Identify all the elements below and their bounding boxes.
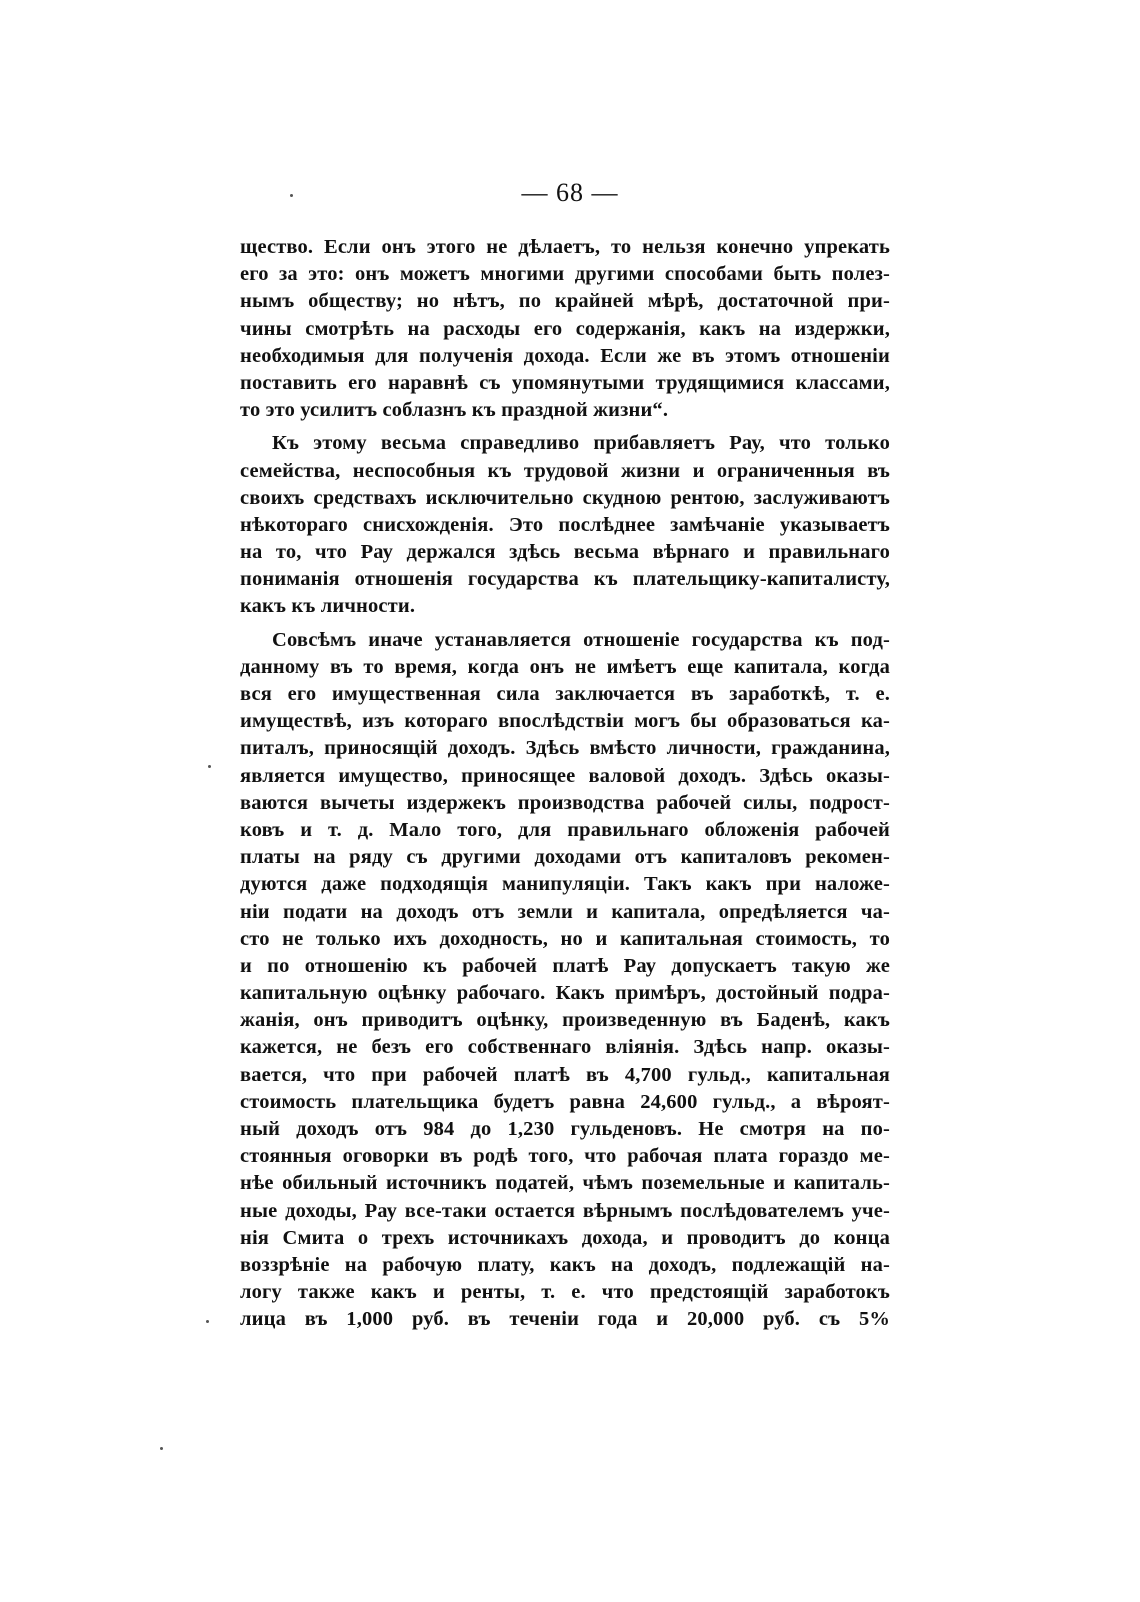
text-line: ные доходы, Рау все-таки остается вѣрнымъ послѣдователемъ уче- — [240, 1199, 890, 1222]
text-line: логу также какъ и ренты, т. е. что предстоящій заработокъ — [240, 1281, 890, 1304]
text-line: необходимыя для полученія дохода. Если же въ этомъ отношеніи — [240, 344, 890, 367]
scan-speck — [290, 194, 293, 197]
text-line: чины смотрѣть на расходы его содержанія, какъ на издержки, — [240, 317, 890, 340]
text-line: ніи подати на доходъ отъ земли и капитала, опредѣляется ча- — [240, 900, 890, 923]
text-line: на то, что Рау держался здѣсь весьма вѣрнаго и правильнаго — [240, 541, 890, 564]
text-line: ковъ и т. д. Мало того, для правильнаго обложенія рабочей — [240, 818, 890, 841]
text-line: воззрѣніе на рабочую плату, какъ на доходъ, подлежащій на- — [240, 1253, 890, 1276]
text-line: питалъ, приносящій доходъ. Здѣсь вмѣсто личности, гражданина, — [240, 737, 890, 760]
text-line: то это усилитъ соблазнъ къ праздной жизни“. — [240, 399, 669, 422]
text-line: платы на ряду съ другими доходами отъ капиталовъ рекомен- — [240, 846, 890, 869]
text-line: данному въ то время, когда онъ не имѣетъ еще капитала, когда — [240, 655, 890, 678]
text-line: своихъ средствахъ исключительно скудною рентою, заслуживаютъ — [240, 486, 890, 509]
text-line: его за это: онъ можетъ многими другими способами быть полез- — [240, 263, 890, 286]
text-line: стоимость плательщика будетъ равна 24,600 гульд., а вѣроят- — [240, 1090, 890, 1113]
text-line: вся его имущественная сила заключается въ заработкѣ, т. е. — [240, 683, 890, 705]
text-line: является имущество, приносящее валовой доходъ. Здѣсь оказы- — [240, 764, 890, 787]
text-line: капитальную оцѣнку рабочаго. Какъ примѣръ, достойный подра- — [240, 982, 890, 1005]
paragraph-2 — [240, 430, 890, 620]
paragraph-1 — [240, 234, 890, 424]
scan-speck — [208, 765, 211, 768]
text-line: щество. Если онъ этого не дѣлаетъ, то нельзя конечно упрекать — [240, 236, 890, 258]
scan-speck — [206, 1320, 209, 1323]
text-line: вается, что при рабочей платѣ въ 4,700 гульд., капитальная — [240, 1063, 890, 1086]
paragraph-3 — [240, 627, 890, 1334]
text-line: Къ этому весьма справедливо прибавляетъ Рау, что только — [272, 432, 890, 455]
text-line: сто не только ихъ доходность, но и капитальная стоимость, то — [240, 927, 890, 950]
text-line: нѣе обильный источникъ податей, чѣмъ поземельные и капиталь- — [240, 1172, 890, 1195]
text-line: и по отношенію къ рабочей платѣ Рау допускаетъ такую же — [240, 954, 890, 977]
text-line: дуются даже подходящія манипуляціи. Такъ какъ при наложе- — [240, 873, 890, 896]
text-line: кажется, не безъ его собственнаго вліянія. Здѣсь напр. оказы- — [240, 1036, 890, 1059]
text-line: лица въ 1,000 руб. въ теченіи года и 20,000 руб. съ 5% — [240, 1308, 890, 1331]
text-line: ваются вычеты издержекъ производства рабочей силы, подрост- — [240, 791, 890, 814]
text-line: нѣкотораго снисхожденія. Это послѣднее замѣчаніе указываетъ — [240, 513, 890, 536]
page-number: — 68 — — [521, 178, 619, 207]
text-line: имуществѣ, изъ котораго впослѣдствіи могъ бы образоваться ка- — [240, 710, 890, 733]
text-line: поставить его наравнѣ съ упомянутыми трудящимися классами, — [240, 371, 890, 394]
text-line: пониманія отношенія государства къ плательщику-капиталисту, — [240, 568, 890, 591]
scan-speck — [160, 1447, 163, 1450]
text-line: жанія, онъ приводитъ оцѣнку, произведенную въ Баденѣ, какъ — [240, 1009, 890, 1032]
text-line: нія Смита о трехъ источникахъ дохода, и проводитъ до конца — [240, 1226, 890, 1249]
text-line: Совсѣмъ иначе устанавляется отношеніе государства къ под- — [272, 628, 890, 651]
text-line: семейства, неспособныя къ трудовой жизни и ограниченныя въ — [240, 459, 890, 482]
text-line: стоянныя оговорки въ родѣ того, что рабочая плата гораздо ме- — [240, 1145, 890, 1168]
text-line: ный доходъ отъ 984 до 1,230 гульденовъ. Не смотря на по- — [240, 1118, 890, 1140]
text-line: нымъ обществу; но нѣтъ, по крайней мѣрѣ, достаточной при- — [240, 290, 890, 313]
body-text — [240, 234, 890, 1334]
text-line: какъ къ личности. — [240, 595, 416, 618]
